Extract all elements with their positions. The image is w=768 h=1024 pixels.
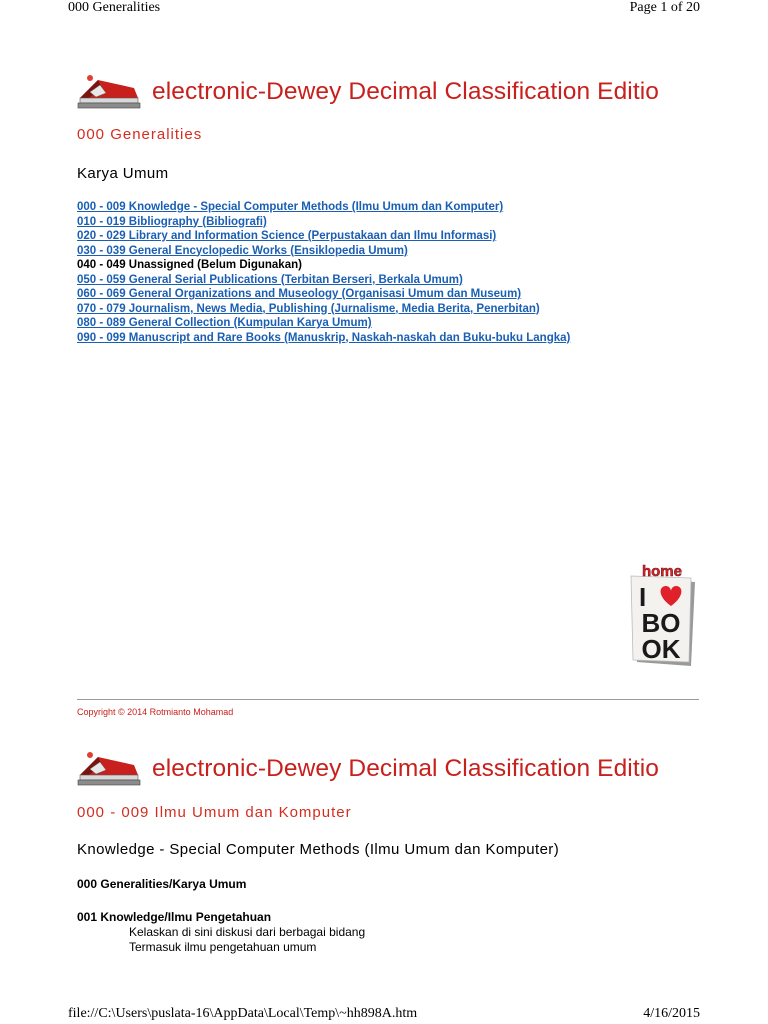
- class-001-line: 001 Knowledge/Ilmu Pengetahuan: [77, 910, 272, 924]
- badge-ok-text: OK: [641, 634, 681, 664]
- copyright-text: Copyright © 2014 Rotmianto Mohamad: [77, 707, 234, 717]
- print-header-page: Page 1 of 20: [629, 0, 700, 15]
- class-note-line: Termasuk ilmu pengetahuan umum: [129, 940, 317, 954]
- section-heading: 000 Generalities: [77, 126, 203, 143]
- list-item-050: [77, 273, 697, 288]
- class-link[interactable]: 020 - 029 Library and Information Science (Perpustakaan dan Ilmu Informasi): [77, 230, 497, 242]
- class-link[interactable]: 010 - 019 Bibliography (Bibliografi): [77, 215, 267, 228]
- list-item-000: [77, 200, 697, 215]
- section-subheading: Karya Umum: [77, 165, 169, 182]
- home-label: home: [641, 563, 683, 580]
- section-heading: 000 - 009 Ilmu Umum dan Komputer: [77, 804, 352, 821]
- class-000-line: 000 Generalities/Karya Umum: [77, 877, 247, 891]
- print-header-title: 000 Generalities: [68, 0, 161, 15]
- badge-letter-i: I: [639, 582, 647, 612]
- book-stack-logo-icon: [76, 751, 142, 787]
- list-item-040: [77, 258, 697, 273]
- list-item-010: [77, 215, 697, 230]
- class-link[interactable]: 050 - 059 General Serial Publications (Terbitan Berseri, Berkala Umum): [77, 273, 463, 286]
- book-stack-logo-icon: [76, 74, 142, 110]
- section-subheading: Knowledge - Special Computer Methods (Ilmu Umum dan Komputer): [77, 841, 560, 858]
- list-item-080: [77, 316, 697, 331]
- list-item-060: [77, 287, 697, 302]
- list-item-070: [77, 302, 697, 317]
- banner-title: electronic-Dewey Decimal Classification Editio: [152, 755, 660, 782]
- class-link[interactable]: 000 - 009 Knowledge - Special Computer Methods (Ilmu Umum dan Komputer): [77, 201, 504, 213]
- class-link[interactable]: 090 - 099 Manuscript and Rare Books (Manuskrip, Naskah-naskah dan Buku-buku Langka): [77, 331, 571, 344]
- print-footer-path: file://C:\Users\puslata-16\AppData\Local\Temp\~hh898A.htm: [68, 1006, 418, 1021]
- divider: [77, 699, 699, 700]
- class-link[interactable]: 060 - 069 General Organizations and Museology (Organisasi Umum dan Museum): [77, 288, 522, 300]
- banner-title: electronic-Dewey Decimal Classification Editio: [152, 78, 660, 105]
- list-item-090: [77, 331, 697, 346]
- class-link[interactable]: 080 - 089 General Collection (Kumpulan Karya Umum): [77, 317, 372, 329]
- print-footer-date: 4/16/2015: [643, 1006, 700, 1021]
- class-range-list: [77, 200, 697, 345]
- class-link[interactable]: 070 - 079 Journalism, News Media, Publishing (Jurnalisme, Media Berita, Penerbitan): [77, 302, 540, 315]
- list-item-020: [77, 229, 697, 244]
- class-link[interactable]: 030 - 039 General Encyclopedic Works (Ensiklopedia Umum): [77, 244, 408, 257]
- class-note-line: Kelaskan di sini diskusi dari berbagai bidang: [129, 925, 366, 939]
- list-item-030: [77, 244, 697, 259]
- home-book-button[interactable]: [625, 562, 699, 670]
- badge-bo-text: BO: [641, 608, 681, 638]
- class-unassigned-text: 040 - 049 Unassigned (Belum Digunakan): [77, 259, 302, 271]
